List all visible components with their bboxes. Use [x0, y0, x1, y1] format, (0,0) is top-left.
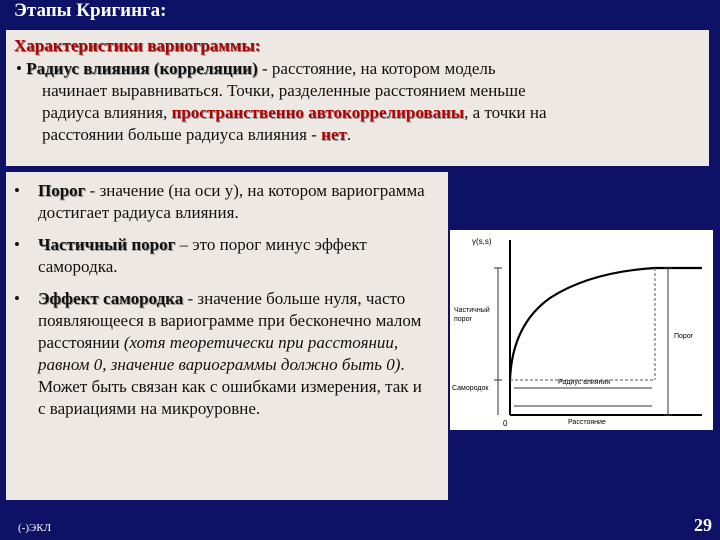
range-def-line4b: . — [346, 125, 352, 144]
not-term: нет — [321, 125, 347, 144]
range-def-line1: - расстояние, на котором модель — [257, 59, 496, 78]
nugget-italic-note: (хотя теоретически при расстоянии, равном 0, значение вариограммы должно быть 0) — [38, 333, 401, 374]
sill-term: Порог — [38, 181, 86, 200]
partial-sill-term: Частичный порог — [38, 235, 176, 254]
nugget-tail: . Может быть связан как с ошибками измерения, так и с вариациями на микроуровне. — [38, 355, 422, 418]
range-term: Радиус влияния (корреляции) — [26, 59, 258, 78]
variogram-characteristics-box — [6, 30, 709, 166]
origin-label: 0 — [503, 419, 508, 428]
autocorrelated-term: пространственно автокоррелированы — [171, 103, 465, 122]
range-def-line2: начинает выравниваться. Точки, разделенные расстоянием меньше — [42, 81, 526, 100]
nugget-label: Самородок — [452, 385, 489, 392]
bullet-dot: • — [16, 59, 22, 78]
range-def-line4a: расстоянии больше радиуса влияния - — [42, 125, 322, 144]
x-axis-label: Расстояние — [568, 419, 606, 426]
partial-sill-definition: – это порог минус эффект самородка. — [38, 235, 367, 276]
range-label: Радиус влияния — [558, 379, 611, 386]
nugget-term: Эффект самородка — [38, 289, 184, 308]
section-heading: Характеристики вариограммы: — [14, 36, 261, 55]
bullet-dot: • — [14, 235, 20, 254]
bullet-dot: • — [14, 289, 20, 308]
variogram-curve — [510, 268, 702, 380]
variogram-terms-box — [6, 172, 448, 500]
page-number: 29 — [694, 515, 712, 535]
footer-label: (-)ЭКЛ — [18, 522, 52, 534]
y-axis-label: γ(s,s) — [472, 237, 492, 246]
range-def-line3a: радиуса влияния, — [42, 103, 172, 122]
bullet-dot: • — [14, 181, 20, 200]
sill-definition: - значение (на оси у), на котором вариограмма достигает радиуса влияния. — [38, 181, 425, 222]
slide-title: Этапы Кригинга: — [14, 0, 167, 21]
nugget-definition: - значение больше нуля, часто появляющееся в вариограмме при бесконечно малом расстоянии — [38, 289, 422, 352]
range-definition — [16, 58, 706, 146]
partial-sill-label: Частичный порог — [454, 307, 490, 323]
variogram-svg — [450, 230, 713, 430]
sill-label: Порог — [674, 333, 694, 340]
range-def-line3b: , а точки на — [464, 103, 547, 122]
variogram-diagram — [450, 230, 713, 430]
